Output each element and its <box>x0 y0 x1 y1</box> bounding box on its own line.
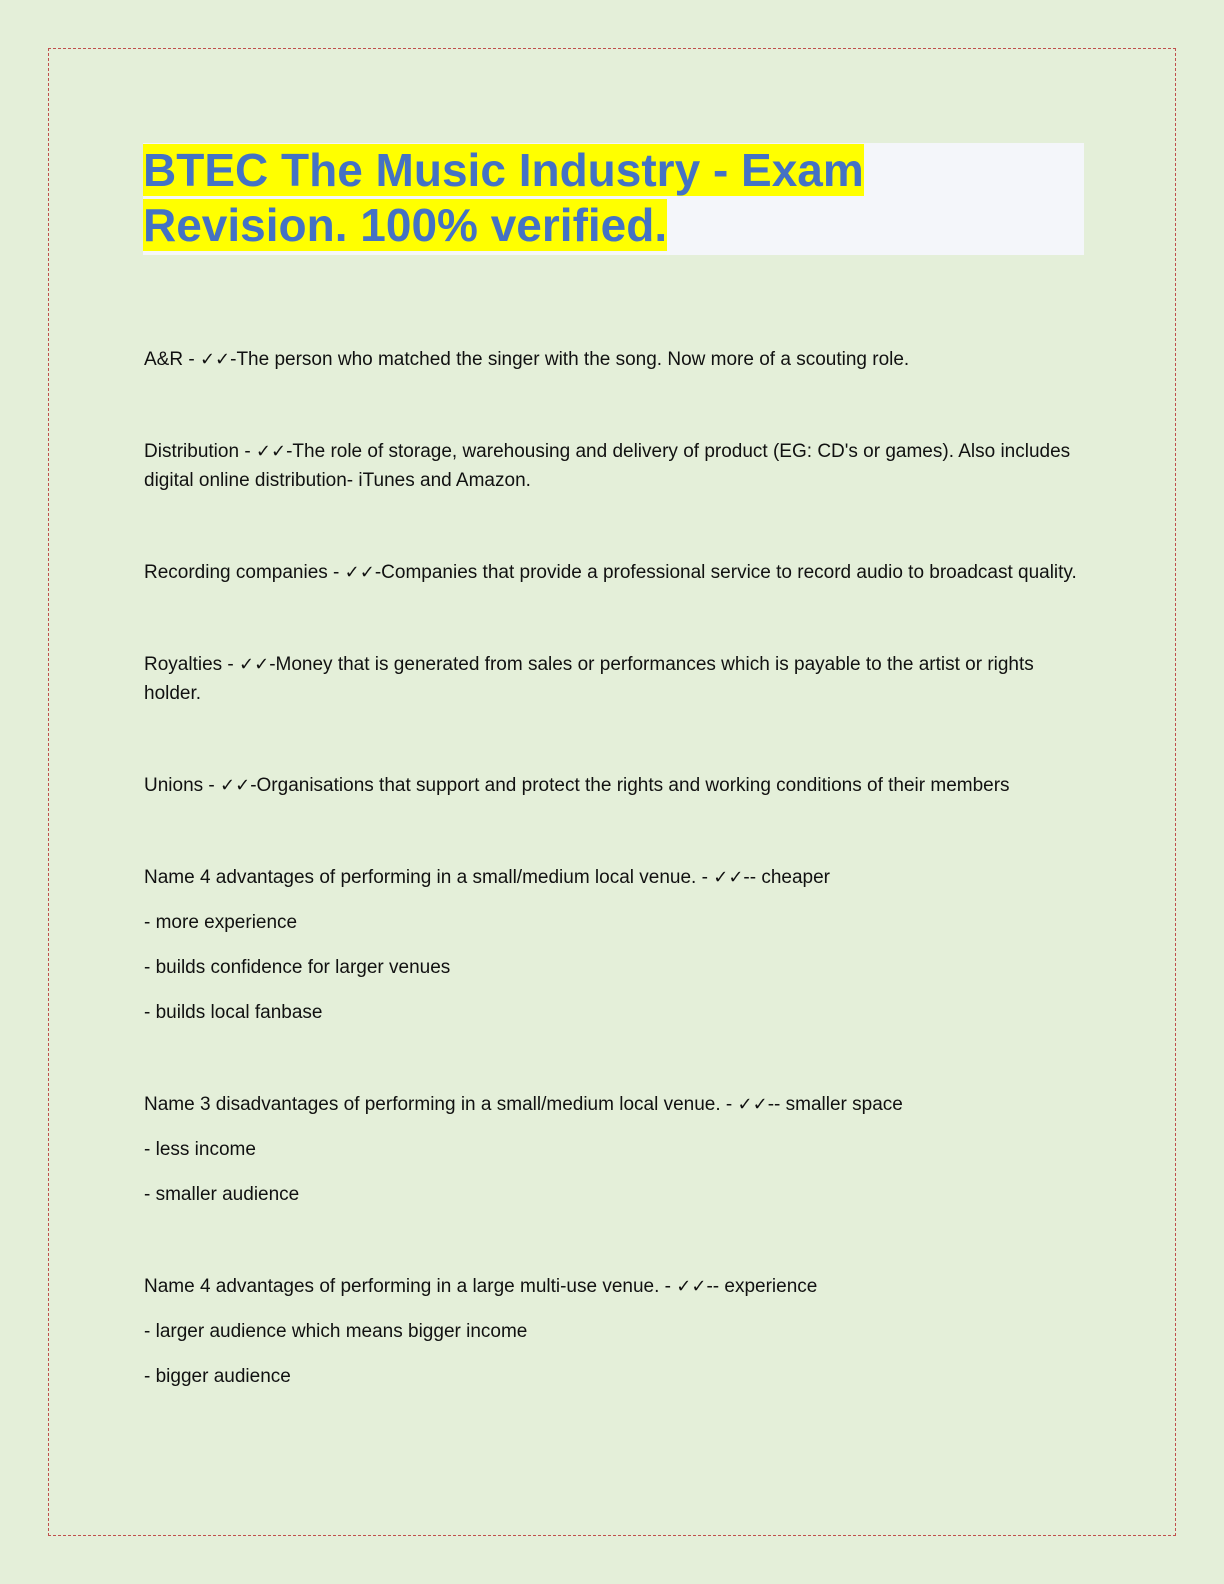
entry-text <box>144 863 1089 892</box>
entry-term: Name 3 disadvantages of performing in a small/medium local venue. - <box>144 1094 738 1115</box>
entry-definition: -- cheaper <box>743 867 831 888</box>
double-check-icon: ✓✓ <box>676 1276 707 1297</box>
entry-term: Royalties - <box>144 654 240 675</box>
title-block <box>143 143 1084 255</box>
entry-point: - builds confidence for larger venues <box>144 957 451 978</box>
title-line-1: BTEC The Music Industry - Exam <box>143 144 864 196</box>
flashcard-entry <box>144 345 1089 374</box>
flashcard-entry <box>144 1272 1089 1391</box>
double-check-icon: ✓✓ <box>199 349 231 370</box>
entry-point: - more experience <box>144 912 298 933</box>
entry-text <box>144 558 1089 587</box>
entry-definition: -The role of storage, warehousing and delivery of product (EG: CD's or games). Also includes digital online distribution- iTunes and Amazon. <box>144 441 1071 491</box>
entry-text <box>144 345 1089 374</box>
double-check-icon: ✓✓ <box>737 1094 768 1115</box>
entry-point: - less income <box>144 1139 256 1160</box>
entry-definition: -Money that is generated from sales or performances which is payable to the artist or rights holder. <box>144 654 1034 704</box>
entry-definition: -- experience <box>706 1276 818 1297</box>
flashcard-entry <box>144 437 1089 495</box>
entry-text <box>144 1090 1089 1119</box>
entry-term: Distribution - <box>144 441 256 462</box>
title-line-2: Revision. 100% verified. <box>143 199 668 251</box>
flashcard-list <box>144 345 1089 1454</box>
entry-point: - builds local fanbase <box>144 1002 323 1023</box>
flashcard-entry <box>144 650 1089 708</box>
double-check-icon: ✓✓ <box>255 441 287 462</box>
entry-definition: -Organisations that support and protect the rights and working conditions of their members <box>250 775 1010 796</box>
flashcard-entry <box>144 863 1089 1027</box>
entry-term: Name 4 advantages of performing in a large multi-use venue. - <box>144 1276 677 1297</box>
document-title <box>143 143 1084 253</box>
entry-term: Name 4 advantages of performing in a small/medium local venue. - <box>144 867 714 888</box>
double-check-icon: ✓✓ <box>220 775 251 796</box>
entry-definition: -- smaller space <box>767 1094 903 1115</box>
entry-text <box>144 650 1089 708</box>
entry-definition: -The person who matched the singer with the song. Now more of a scouting role. <box>230 349 910 370</box>
entry-text <box>144 1272 1089 1301</box>
entry-text <box>144 437 1089 495</box>
flashcard-entry <box>144 1090 1089 1209</box>
flashcard-entry <box>144 771 1089 800</box>
double-check-icon: ✓✓ <box>344 562 375 583</box>
entry-point: - smaller audience <box>144 1184 300 1205</box>
entry-term: Unions - <box>144 775 221 796</box>
flashcard-entry <box>144 558 1089 587</box>
entry-term: A&R - <box>144 349 200 370</box>
entry-definition: -Companies that provide a professional service to record audio to broadcast quality. <box>374 562 1077 583</box>
entry-point: - larger audience which means bigger income <box>144 1321 528 1342</box>
double-check-icon: ✓✓ <box>239 654 270 675</box>
double-check-icon: ✓✓ <box>713 867 744 888</box>
entry-text <box>144 771 1089 800</box>
entry-point: - bigger audience <box>144 1366 291 1387</box>
entry-term: Recording companies - <box>144 562 345 583</box>
